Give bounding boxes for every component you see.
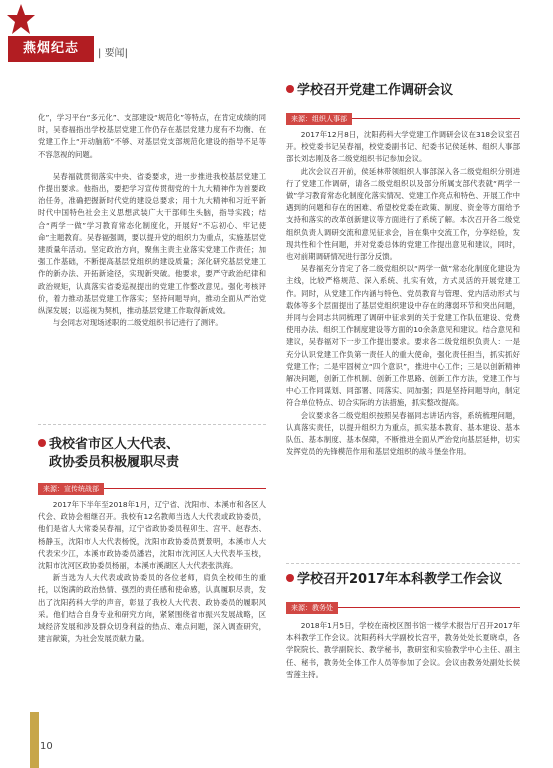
column-label: | 要闻| [98, 48, 128, 59]
article-top-left-body [38, 112, 266, 329]
article-source: 来源：宣传统战部 [38, 476, 266, 489]
paragraph: 吴春福就贯彻落实中央、省委要求，进一步推进我校基层党建工作提出要求。他指出，要把学习宣传贯彻党的十九大精神作为首要政治任务，准确把握新时代党的建设总要求；用十九大精神和习近平新时代中国特色社会主义思想武装广大干部师生头脑，指导实践；结合“两学一做”学习教育常态化制度化，开展好“不忘初心、牢记使命”主题教育。吴春福强调，要以提升党的组织力为重点，实施基层党建质量年活动。坚定政治方向，聚焦主责主业落实党建工作责任；加强工作基础，不断提高基层党组织的建设质量；深化研究基层党建工作的新办法、开拓新途径，实现新突破。他要求，要严守政治纪律和政治规矩，认真落实省委巡视提出的党建工作整改意见。强化考核评价，着力推动基层党建工作落实；坚持问题导向，推动全面从严治党纵深发展；以巡视为契机，推动基层党建工作取得新成效。 [38, 171, 266, 316]
section-divider [286, 563, 520, 564]
article-source: 来源：组织人事部 [286, 106, 520, 119]
article-source: 来源：教务处 [286, 595, 520, 608]
page-marker-bar [30, 712, 39, 768]
bullet-dot-icon [38, 439, 46, 447]
article-title: 学校召开2017年本科教学工作会议 [286, 571, 520, 589]
paragraph: 新当选为人大代表或政协委员的各位老师，肩负全校师生的重托，以饱满的政治热情、强烈的责任感和使命感，认真履职尽责，发出了沈阳药科大学的声音，彰显了我校人大代表、政协委员的履职风采。他们结合自身专业和研究方向，紧紧围绕省市振兴发展战略，区域经济发展和涉及群众切身利益的热点、难点问题，深入调查研究，建言献策，为社会发展贡献力量。 [38, 573, 266, 644]
article-title: 我校省市区人大代表、 [38, 436, 266, 454]
page-number: 10 [40, 741, 53, 752]
bullet-dot-icon [286, 85, 294, 93]
article-title-line2: 政协委员积极履职尽责 [49, 455, 180, 470]
article-bottom-left [38, 436, 266, 645]
paragraph: 化”，学习平台“多元化”、支部建设“规范化”等特点，在肯定成绩的同时，吴春福指出学校基层党建工作仍存在基层党建力度有不均衡、在党建工作上“开动脑筋”不够、对基层党支部规范化建设的指导不足等不容忽视的问题。 [38, 113, 266, 159]
paragraph: 2018年1月5日，学校在南校区图书馆一楼学术报告厅召开2017年本科教学工作会议。沈阳药科大学副校长宫平，教务处处长夏晓卓，各学院院长、教学副院长、教学秘书，教研室和实验教学中心主任、副主任、秘书，教务处全体工作人员等参加了会议。会议由教务处副处长侯雪莲主持。 [286, 621, 520, 679]
article-bottom-right [286, 571, 520, 681]
paragraph: 2017年下半年至2018年1月，辽宁省、沈阳市、本溪市和各区人代会、政协会相继召开。我校有12名教师当选人大代表或政协委员，他们是省人大常委吴春福，辽宁省政协委员程卯生、宫平、赵春杰、杨静玉，沈阳市人大代表杨悦，沈阳市政协委员贾景明，本溪市人大代表宋少江，本溪市政协委员潘岩，沈阳市沈河区人大代表毕玉枝，沈阳市沈河区政协委员杨丽，本溪市溪湖区人大代表张洪海。 [38, 500, 266, 571]
paragraph: 2017年12月8日，沈阳药科大学党建工作调研会议在318会议室召开。校党委书记吴春福，校党委副书记、纪委书记侯延林、组织人事部部长刘志刚及各二级党组织书记参加会议。 [286, 130, 520, 164]
article-title: 学校召开党建工作调研会议 [286, 82, 520, 100]
paragraph: 会议要求各二级党组织按照吴春福同志讲话内容，系统梳理问题，认真落实责任，以提升组织力为重点，抓实基本教育、基本建设、基本队伍、基本制度、基本保障，不断推进全面从严治党向基层延伸，切实发挥党员的先锋模范作用和基层党组织的战斗堡垒作用。 [286, 410, 520, 457]
magazine-logo: 燕烟纪志 [8, 36, 94, 62]
section-divider [38, 424, 266, 425]
paragraph: 此次会议召开前，侯延林带领组织人事部深入各二级党组织分别进行了党建工作调研，请各二级党组织以及部分所属支部代表就“两学一做”学习教育常态化制度化落实情况、党建工作亮点和特色、开展工作中遇到的问题和存在的困难、希望校党委在政策、制度、资金等方面给予支持和落实的改革创新建议等方面进行了系统了解。本次召开各二级党组织负责人调研交流和意见征求会，旨在集中交流工作，分享经验，发现共性和个性问题，并对党委总体的党建工作提出意见和建议，同时，也对前期调研情况进行部分反馈。 [286, 166, 520, 262]
paragraph: 与会同志对现场述职的二级党组织书记进行了测评。 [52, 318, 223, 328]
bullet-dot-icon [286, 574, 294, 582]
star-emblem-icon [6, 3, 36, 37]
paragraph: 吴春福充分肯定了各二级党组织以“两学一做”常态化制度化建设为主线，比较严格规范、深入系统、扎实有效，方式灵活的开展党建工作。同时，从党建工作内涵与特色、党员教育与管理、党内活动形式与载体等多个层面提出了基层党组织建设中存在的薄弱环节和突出问题，并同与会同志共同梳理了调研中征求到的关于党建工作队伍建设、党费使用办法、组织工作制度建设等方面的10余条意见和建议。结合意见和建议，吴春福对下一步工作提出要求。要求各二级党组织负责人：一是充分认识党建工作负第一责任人的重大使命，强化责任担当，抓实抓好党建工作；二是牢固树立“四个意识”，推进中心工作；三是以创新精神解决问题，创新工作机制、创新工作思路、创新工作方法，党建工作与中心工作同谋划、同部署、同落实、同加强；四是坚持问题导向，制定符合单位特点、切合实际的方法措施，抓实整改提高。 [286, 264, 520, 408]
article-top-right [286, 82, 520, 458]
